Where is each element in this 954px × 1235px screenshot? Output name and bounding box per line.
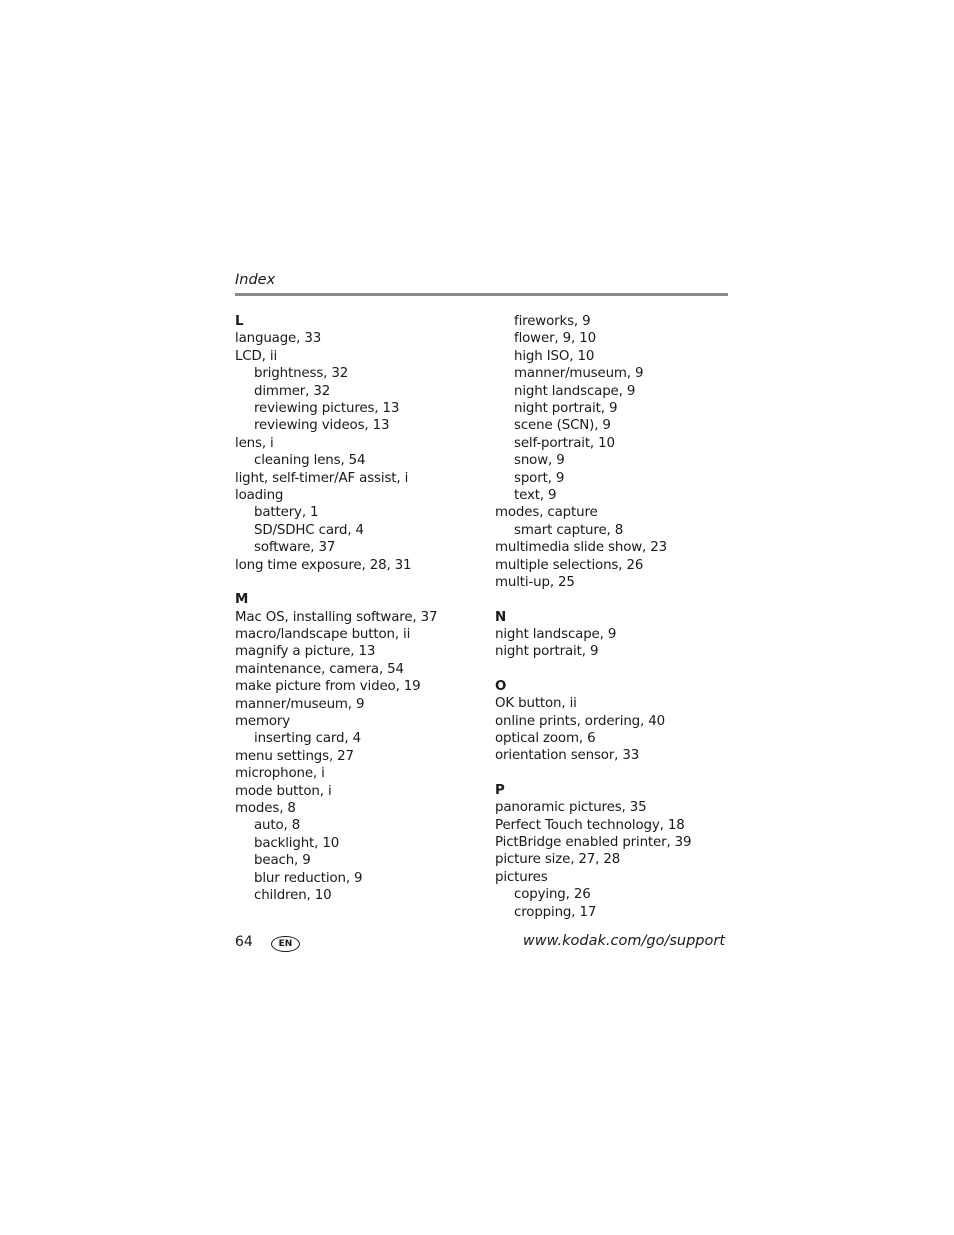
index-subentry: night portrait, 9 [514, 401, 618, 417]
index-subentry: SD/SDHC card, 4 [254, 522, 364, 538]
index-entry: manner/museum, 9 [235, 696, 365, 712]
index-subentry: brightness, 32 [254, 366, 349, 382]
index-subentry: backlight, 10 [254, 835, 340, 851]
index-subentry: flower, 9, 10 [514, 331, 596, 347]
index-entry: light, self-timer/AF assist, i [235, 470, 409, 486]
index-entry: long time exposure, 28, 31 [235, 557, 412, 573]
index-subentry: auto, 8 [254, 818, 301, 834]
index-entry: modes, 8 [235, 800, 296, 816]
page-header-title: Index [235, 272, 276, 288]
index-subentry: text, 9 [514, 488, 557, 504]
index-entry: language, 33 [235, 331, 322, 347]
index-entry: menu settings, 27 [235, 748, 354, 764]
index-entry: multimedia slide show, 23 [495, 540, 668, 556]
index-entry: pictures [495, 869, 548, 885]
index-section-letter: O [495, 678, 507, 694]
index-entry: optical zoom, 6 [495, 730, 596, 746]
index-entry: memory [235, 713, 291, 729]
page-number: 64 [235, 934, 253, 950]
index-entry: loading [235, 488, 284, 504]
index-entry: maintenance, camera, 54 [235, 661, 404, 677]
index-entry: magnify a picture, 13 [235, 644, 376, 660]
index-entry: online prints, ordering, 40 [495, 713, 665, 729]
index-subentry: battery, 1 [254, 505, 319, 521]
index-entry: LCD, ii [235, 348, 278, 364]
index-entry: Mac OS, installing software, 37 [235, 609, 438, 625]
index-subentry: inserting card, 4 [254, 731, 361, 747]
index-subentry: snow, 9 [514, 453, 565, 469]
index-subentry: dimmer, 32 [254, 383, 331, 399]
index-subentry: beach, 9 [254, 853, 311, 869]
index-entry: make picture from video, 19 [235, 679, 421, 695]
index-entry: picture size, 27, 28 [495, 852, 621, 868]
header-divider [235, 293, 728, 296]
index-entry: OK button, ii [495, 696, 577, 712]
index-subentry: reviewing videos, 13 [254, 418, 390, 434]
language-badge-icon: EN [271, 936, 300, 952]
index-subentry: children, 10 [254, 888, 332, 903]
index-entry: night landscape, 9 [495, 626, 617, 642]
index-column-left [235, 313, 490, 904]
index-entry: orientation sensor, 33 [495, 748, 640, 764]
index-entry: multi-up, 25 [495, 575, 575, 591]
index-entry: modes, capture [495, 505, 598, 521]
index-entry: Perfect Touch technology, 18 [495, 817, 685, 833]
index-section-letter: L [235, 314, 244, 329]
index-subentry: cropping, 17 [514, 904, 597, 920]
index-section-letter: N [495, 609, 507, 625]
index-subentry: scene (SCN), 9 [514, 418, 611, 434]
index-subentry: fireworks, 9 [514, 314, 591, 329]
index-entry: mode button, i [235, 783, 332, 799]
index-section-letter: M [235, 592, 249, 608]
index-entry: multiple selections, 26 [495, 557, 644, 573]
index-subentry: blur reduction, 9 [254, 870, 363, 886]
index-subentry: self-portrait, 10 [514, 435, 615, 451]
index-entry: microphone, i [235, 766, 325, 782]
index-subentry: software, 37 [254, 540, 336, 556]
index-subentry: reviewing pictures, 13 [254, 401, 400, 417]
index-subentry: manner/museum, 9 [514, 366, 644, 382]
index-subentry: high ISO, 10 [514, 348, 595, 364]
index-subentry: sport, 9 [514, 470, 565, 486]
index-subentry: night landscape, 9 [514, 383, 636, 399]
index-section-letter: P [495, 782, 505, 798]
index-column-right [495, 313, 730, 921]
index-entry: lens, i [235, 435, 274, 451]
index-entry: macro/landscape button, ii [235, 626, 411, 642]
index-entry: night portrait, 9 [495, 644, 599, 660]
index-subentry: cleaning lens, 54 [254, 453, 366, 469]
index-subentry: smart capture, 8 [514, 522, 624, 538]
support-url-link[interactable]: www.kodak.com/go/support [522, 933, 725, 949]
index-entry: panoramic pictures, 35 [495, 800, 647, 816]
index-entry: PictBridge enabled printer, 39 [495, 834, 692, 850]
index-subentry: copying, 26 [514, 887, 591, 903]
